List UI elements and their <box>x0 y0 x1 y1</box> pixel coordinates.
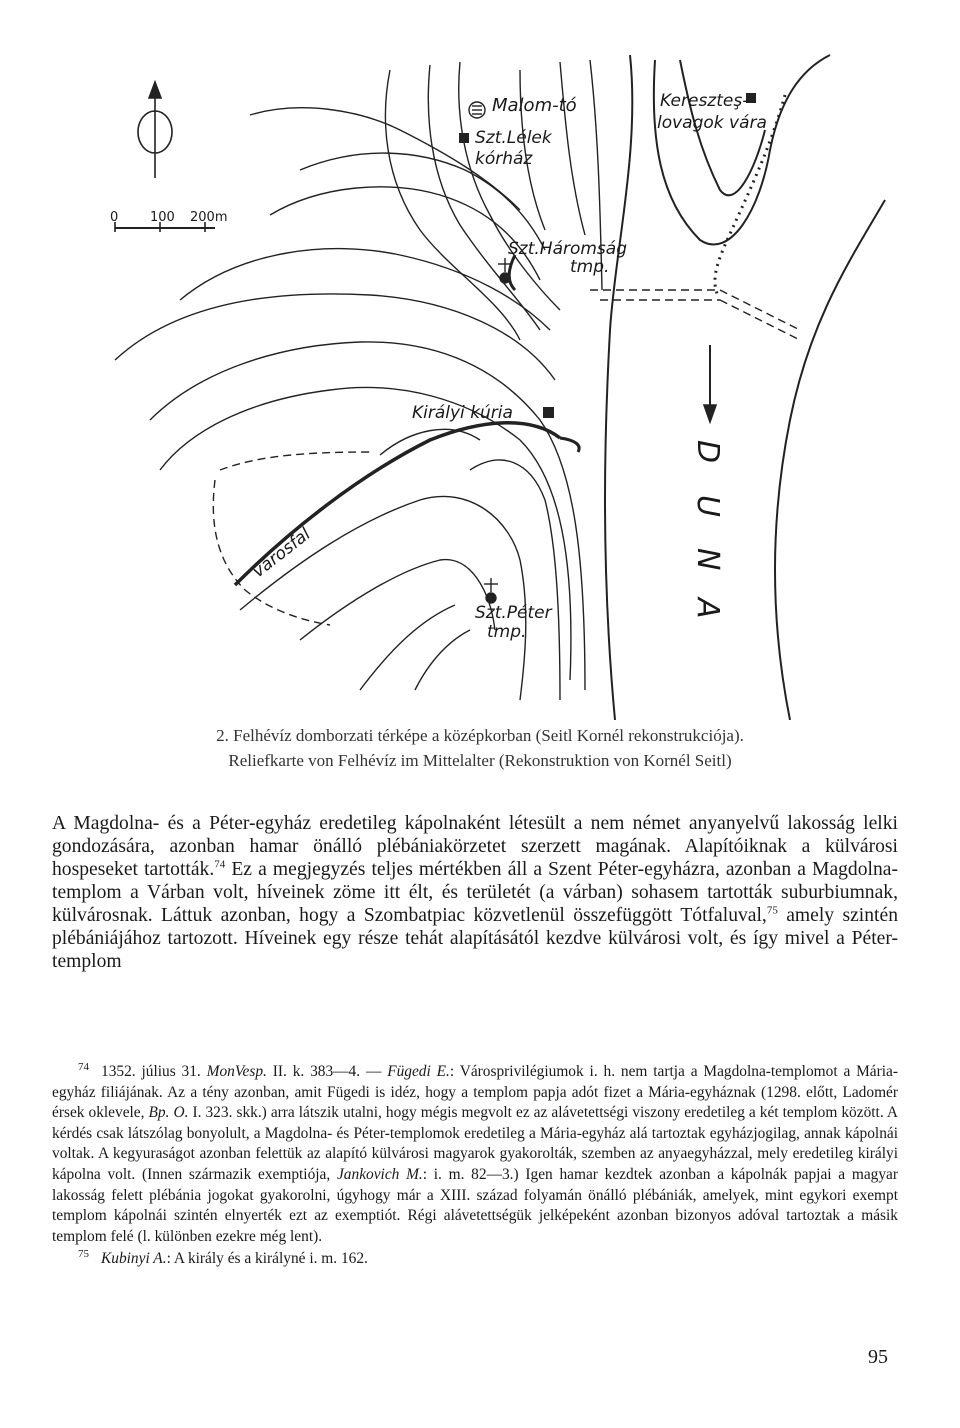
label-duna-u: U <box>690 495 725 517</box>
label-szt-peter: Szt.Péter <box>475 603 552 623</box>
footnote-74 <box>52 1062 898 1247</box>
label-kiralyi-kuria: Királyi kúria <box>412 403 513 423</box>
figure-caption-hu: 2. Felhévíz domborzati térképe a középkorban (Seitl Kornél rekonstrukciója). <box>216 726 744 745</box>
mill-icon <box>469 102 485 118</box>
scale-tick-0: 0 <box>110 210 119 225</box>
footnote-ref-75: 75 <box>766 904 778 917</box>
footnote-ref-74: 74 <box>214 858 226 871</box>
figure-caption-de: Reliefkarte von Felhévíz im Mittelalter (Rekonstruktion von Kornél Seitl) <box>228 751 732 770</box>
body-text-part-3: amely szintén plébániájához tartozott. Híveinek egy része tehát alapításától kezdve külvárosi volt, és így mivel a Péter-templom <box>52 905 898 972</box>
scale-tick-100: 100 <box>150 210 175 225</box>
label-kereszteslovagok-2: lovagok vára <box>657 113 767 133</box>
label-duna-d: D <box>690 440 725 464</box>
footnote-source: Bp. O. <box>148 1104 189 1122</box>
building-icon-szt-lelek <box>459 133 469 143</box>
label-duna-n: N <box>690 548 725 571</box>
footnote-mark-75: 75 <box>78 1248 89 1261</box>
label-szt-peter-tmp: tmp. <box>487 622 527 642</box>
danube-bank <box>605 55 885 720</box>
label-szt-haromsag-tmp: tmp. <box>570 257 610 277</box>
footnote-text: : A király és a királyné i. m. 162. <box>166 1250 368 1268</box>
church-icon-peter <box>484 578 498 603</box>
building-icon-kiralyi-kuria <box>543 407 554 418</box>
label-malom-to: Malom-tó <box>492 95 577 116</box>
footnote-text: II. k. 383—4. — <box>266 1063 388 1080</box>
body-text-part-1: A Magdolna- és a Péter-egyház eredetileg kápolnaként létesült a nem német anyanyelvű lakosság lelki gondozására, azonban hamar önálló plébániakörzetet szerzett magának. Alapítóiknak a külvárosi hospeseket tartották. <box>52 813 898 880</box>
label-korhaz: kórház <box>475 149 533 169</box>
north-arrow-icon <box>138 82 172 178</box>
footnote-text: I. 323. skk.) arra látszik utalni, hogy mégis megvolt ez az alávetettségi viszony eredetileg a két templom között. A kérdés csak látszólag bonyolult, a Magdolna- és Péter-templomok eredetileg a Mária-egyház alá tartoztak egyházjogilag, annak kápolnái voltak. A kegyuraságot azonban felettük az alapító külvárosi magyarok gyakorolták, szemben az anyaegyházzal, mely eredetileg királyi kápolna volt. (Innen származik exemptiója, <box>52 1104 898 1183</box>
footnote-text: : i. m. 82—3.) Igen hamar kezdtek azonban a kápolnák papjai a magyar lakosság felett plébánia jogokat gyakorolni, úgyhogy már a XIII. század folyamán önálló plébániák, amelyek, mint egykori exempt templom kápolnái szintén elnyerték ezt az exemptiót. Régi alávetettségük jelképeként azonban bizonyos adóval tartoztak a másik templom felé (l. különben ezekre még lent). <box>52 1165 899 1245</box>
scale-tick-200: 200m <box>190 210 228 225</box>
footnotes <box>52 1062 898 1270</box>
footnote-text: : Városprivilégiumok i. h. nem tartja a Magdolna-templomot a Mária-egyház filiájának. Az a tény azonban, amit Fügedi is idéz, hogy a templom papja adót fizet a Mária-egyháznak (1298. előtt, Ladomér érsek oklevele, <box>52 1063 898 1122</box>
label-szt-haromsag: Szt.Háromság <box>508 239 627 259</box>
label-szt-lelek: Szt.Lélek <box>475 128 552 148</box>
label-duna-a: A <box>690 598 725 619</box>
label-kereszteslovagok-1: Kereszteş- <box>660 91 749 111</box>
footnote-mark-74: 74 <box>78 1060 89 1073</box>
footnote-75 <box>52 1249 898 1270</box>
page-number: 95 <box>868 1346 888 1368</box>
footnote-author: Jankovich M. <box>336 1165 423 1183</box>
flow-arrow-icon <box>704 345 716 422</box>
footnote-author: Kubinyi A. <box>101 1250 167 1268</box>
label-varosfal: városfal <box>248 524 315 582</box>
footnote-author: Fügedi E. <box>387 1063 450 1080</box>
body-text-part-2: Ez a megjegyzés teljes mértékben áll a Szent Péter-egyházra, azonban a Magdolna-templom a Várban volt, híveinek zöme itt élt, és területét (a várban) sohasem tartották suburbiumnak, külvárosnak. Láttuk azonban, hogy a Szombatpiac közvetlenül összefüggött Tótfaluval, <box>52 859 898 926</box>
footnote-text: 1352. július 31. <box>101 1063 207 1080</box>
body-paragraph <box>52 812 898 973</box>
footnote-source: MonVesp. <box>206 1063 267 1080</box>
